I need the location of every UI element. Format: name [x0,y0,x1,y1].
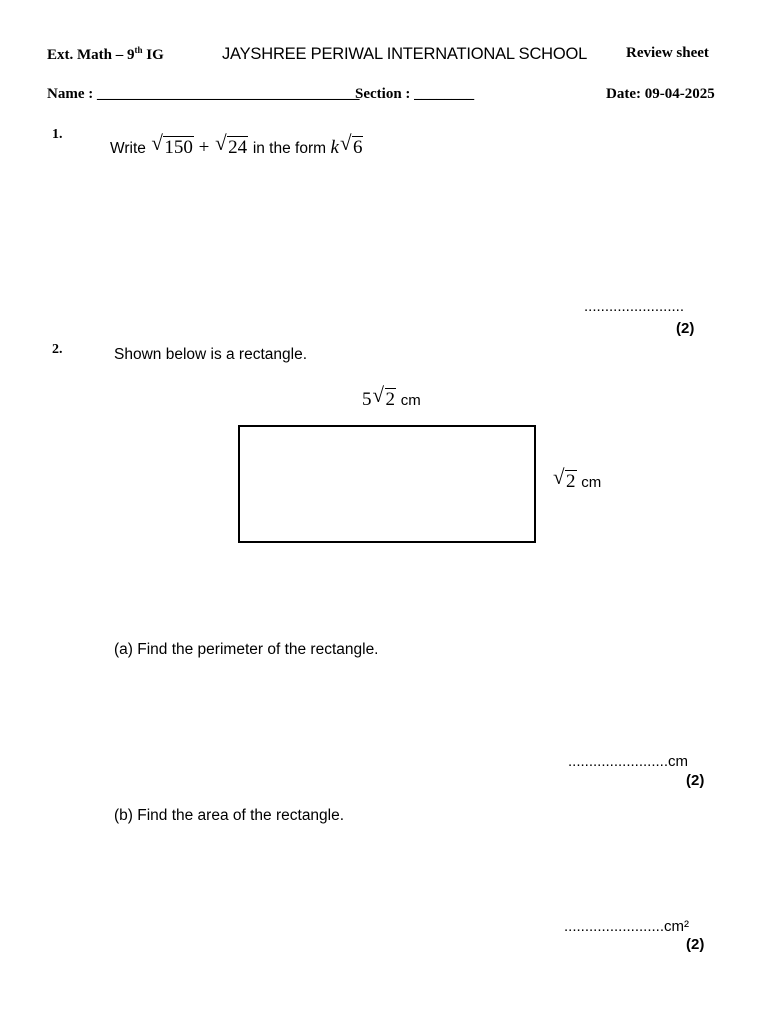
school-name: JAYSHREE PERIWAL INTERNATIONAL SCHOOL [222,45,588,63]
rectangle-diagram [238,425,536,543]
section-field: Section : ________ [355,86,475,102]
marks-part-b: (2) [686,936,705,953]
marks-part-a: (2) [686,772,705,789]
part-a-text: (a) Find the perimeter of the rectangle. [114,641,379,658]
sqrt-150: √ 150 [151,131,193,158]
rectangle-width-label: √ 2 cm [553,465,602,492]
answer-line-part-b: ........................cm² [564,918,690,935]
answer-line-part-a: ........................cm [568,753,689,770]
date-label: Date: 09-04-2025 [606,86,715,102]
subject-label: Ext. Math – 9th IG [47,45,164,63]
answer-line-q1: ........................ [584,298,685,315]
question-2-number: 2. [52,342,63,357]
question-1-number: 1. [52,127,63,142]
marks-q1: (2) [676,320,695,337]
question-2-intro: Shown below is a rectangle. [114,346,308,363]
question-1-text: Write √ 150 + √ 24 in the form k √ 6 [110,131,363,158]
sqrt-6: √ 6 [339,131,363,158]
rectangle-length-label: 5 √ 2 cm [362,383,421,410]
name-field: Name : ___________________________________ [47,86,360,102]
sqrt-24: √ 24 [215,131,248,158]
sheet-type: Review sheet [626,45,709,61]
part-b-text: (b) Find the area of the rectangle. [114,807,345,824]
